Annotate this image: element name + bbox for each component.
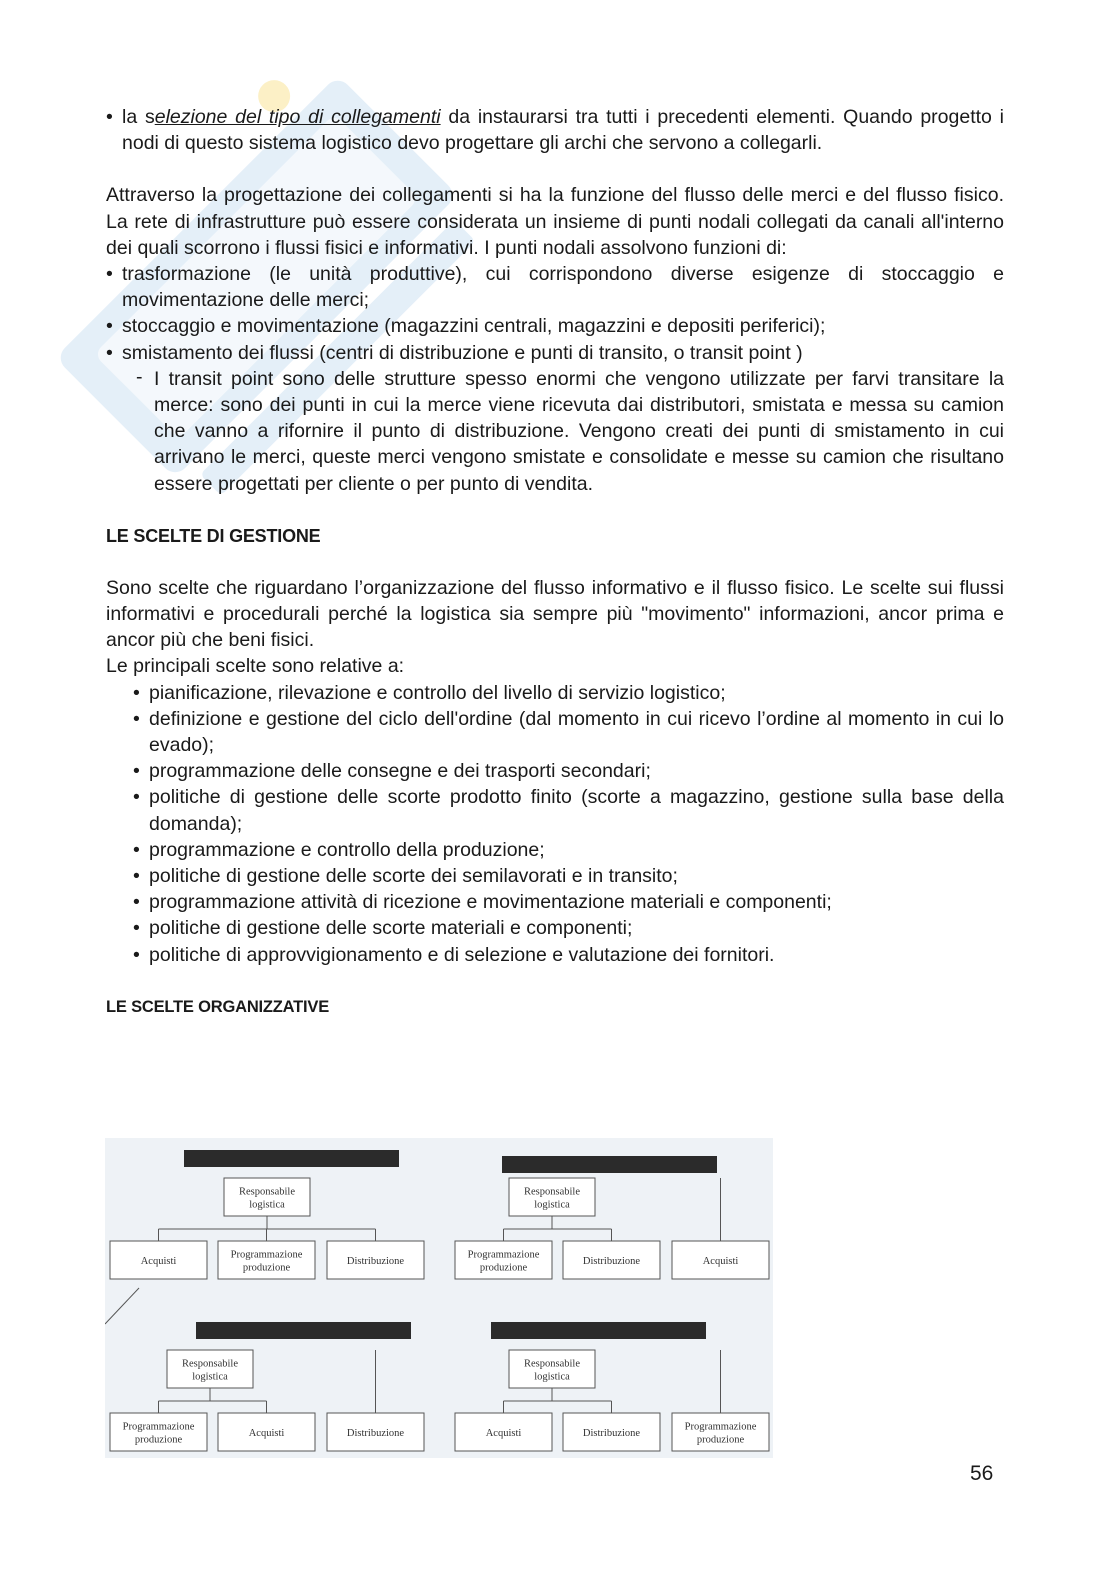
paragraph-gestione: Sono scelte che riguardano l’organizzazione del flusso informativo e il flusso fisico. Le scelte sui flussi informativi e procedurali perché la logistica sia sempre più "movimento" informazioni, ancor prima e ancor più che beni fisici. <box>106 576 1004 652</box>
list-item: • la selezione del tipo di collegamenti da instaurarsi tra tutti i precedenti elementi. Quando progetto i nodi di questo sistema logistico devo progettare gli archi che servono a collegarli. <box>106 104 1004 156</box>
link-selezione-collegamenti[interactable]: elezione del tipo di collegamenti <box>154 106 441 128</box>
list-item: • politiche di gestione delle scorte prodotto finito (scorte a magazzino, gestione sulla base della domanda); <box>133 784 1004 836</box>
chart-child-label: Acquisti <box>702 1256 739 1267</box>
paragraph-collegamenti: Attraverso la progettazione dei collegamenti si ha la funzione del flusso delle merci e del flusso fisico. La rete di infrastrutture può essere considerata un insieme di punti nodali collegati da canali all'interno dei quali scorrono i flussi fisici e informativi. I punti nodali assolvono funzioni di: <box>106 184 1004 259</box>
intro-list <box>106 104 1004 156</box>
list-item: • definizione e gestione del ciclo dell'ordine (dal momento in cui ricevo l’ordine al momento in cui lo evado); <box>133 706 1004 758</box>
list-item: • smistamento dei flussi (centri di distribuzione e punti di transito, o transit point ) <box>106 340 1004 366</box>
page-number: 56 <box>970 1462 994 1485</box>
heading-scelte-organizzative: LE SCELTE ORGANIZZATIVE <box>106 997 330 1016</box>
list-item: • stoccaggio e movimentazione (magazzini centrali, magazzini e depositi periferici); <box>106 313 1004 339</box>
chart-head-label: Responsabile logistica <box>182 1358 238 1383</box>
chart-title-bar <box>491 1322 706 1339</box>
chart-title-bar <box>502 1156 717 1173</box>
page-content <box>106 104 1004 1020</box>
chart-child-label: Programmazione produzione <box>230 1249 303 1274</box>
chart-child-label: Acquisti <box>248 1428 285 1439</box>
list-intro: Le principali scelte sono relative a: <box>106 655 405 678</box>
list-item: • programmazione e controllo della produzione; <box>133 837 1004 863</box>
list-item: • pianificazione, rilevazione e controllo del livello di servizio logistico; <box>133 680 1004 706</box>
list-item: • programmazione attività di ricezione e movimentazione materiali e componenti; <box>133 889 1004 915</box>
chart-child-label: Programmazione produzione <box>467 1249 540 1274</box>
chart-child-label: Acquisti <box>140 1256 177 1267</box>
chart-head-label: Responsabile logistica <box>239 1186 295 1211</box>
chart-child-label: Acquisti <box>485 1428 522 1439</box>
chart-head-label: Responsabile logistica <box>524 1358 580 1383</box>
figure-background <box>105 1138 773 1458</box>
list-item: • politiche di gestione delle scorte materiali e componenti; <box>133 915 1004 941</box>
list-item: • politiche di gestione delle scorte dei semilavorati e in transito; <box>133 863 1004 889</box>
choices-list <box>133 680 1004 968</box>
chart-child-label: Distribuzione <box>582 1256 641 1267</box>
chart-head-label: Responsabile logistica <box>524 1186 580 1211</box>
functions-list <box>106 261 1004 366</box>
list-item: • programmazione delle consegne e dei trasporti secondari; <box>133 758 1004 784</box>
list-item: • politiche di approvvigionamento e di selezione e valutazione dei fornitori. <box>133 942 1004 968</box>
list-item: - I transit point sono delle strutture spesso enormi che vengono utilizzate per farvi transitare la merce: sono dei punti in cui la merce viene ricevuta dai distributori, smistata e messa su camion che vanno a rifornire il punto di distribuzione. Vengono creati dei punti di smistamento in cui arrivano le merci, queste merci vengono smistate e consolidate e messe su camion che risultano essere progettati per cliente o per punto di vendita. <box>138 366 1004 497</box>
chart-title-bar <box>184 1150 399 1167</box>
chart-child-label: Distribuzione <box>346 1428 405 1439</box>
chart-child-label: Programmazione produzione <box>684 1421 757 1446</box>
heading-scelte-gestione: LE SCELTE DI GESTIONE <box>106 525 321 546</box>
org-chart-figure <box>105 1138 773 1458</box>
chart-child-label: Programmazione produzione <box>122 1421 195 1446</box>
chart-child-label: Distribuzione <box>346 1256 405 1267</box>
chart-title-bar <box>196 1322 411 1339</box>
transit-sublist <box>138 366 1004 497</box>
list-item: • trasformazione (le unità produttive), cui corrispondono diverse esigenze di stoccaggio e movimentazione delle merci; <box>106 261 1004 313</box>
chart-child-label: Distribuzione <box>582 1428 641 1439</box>
